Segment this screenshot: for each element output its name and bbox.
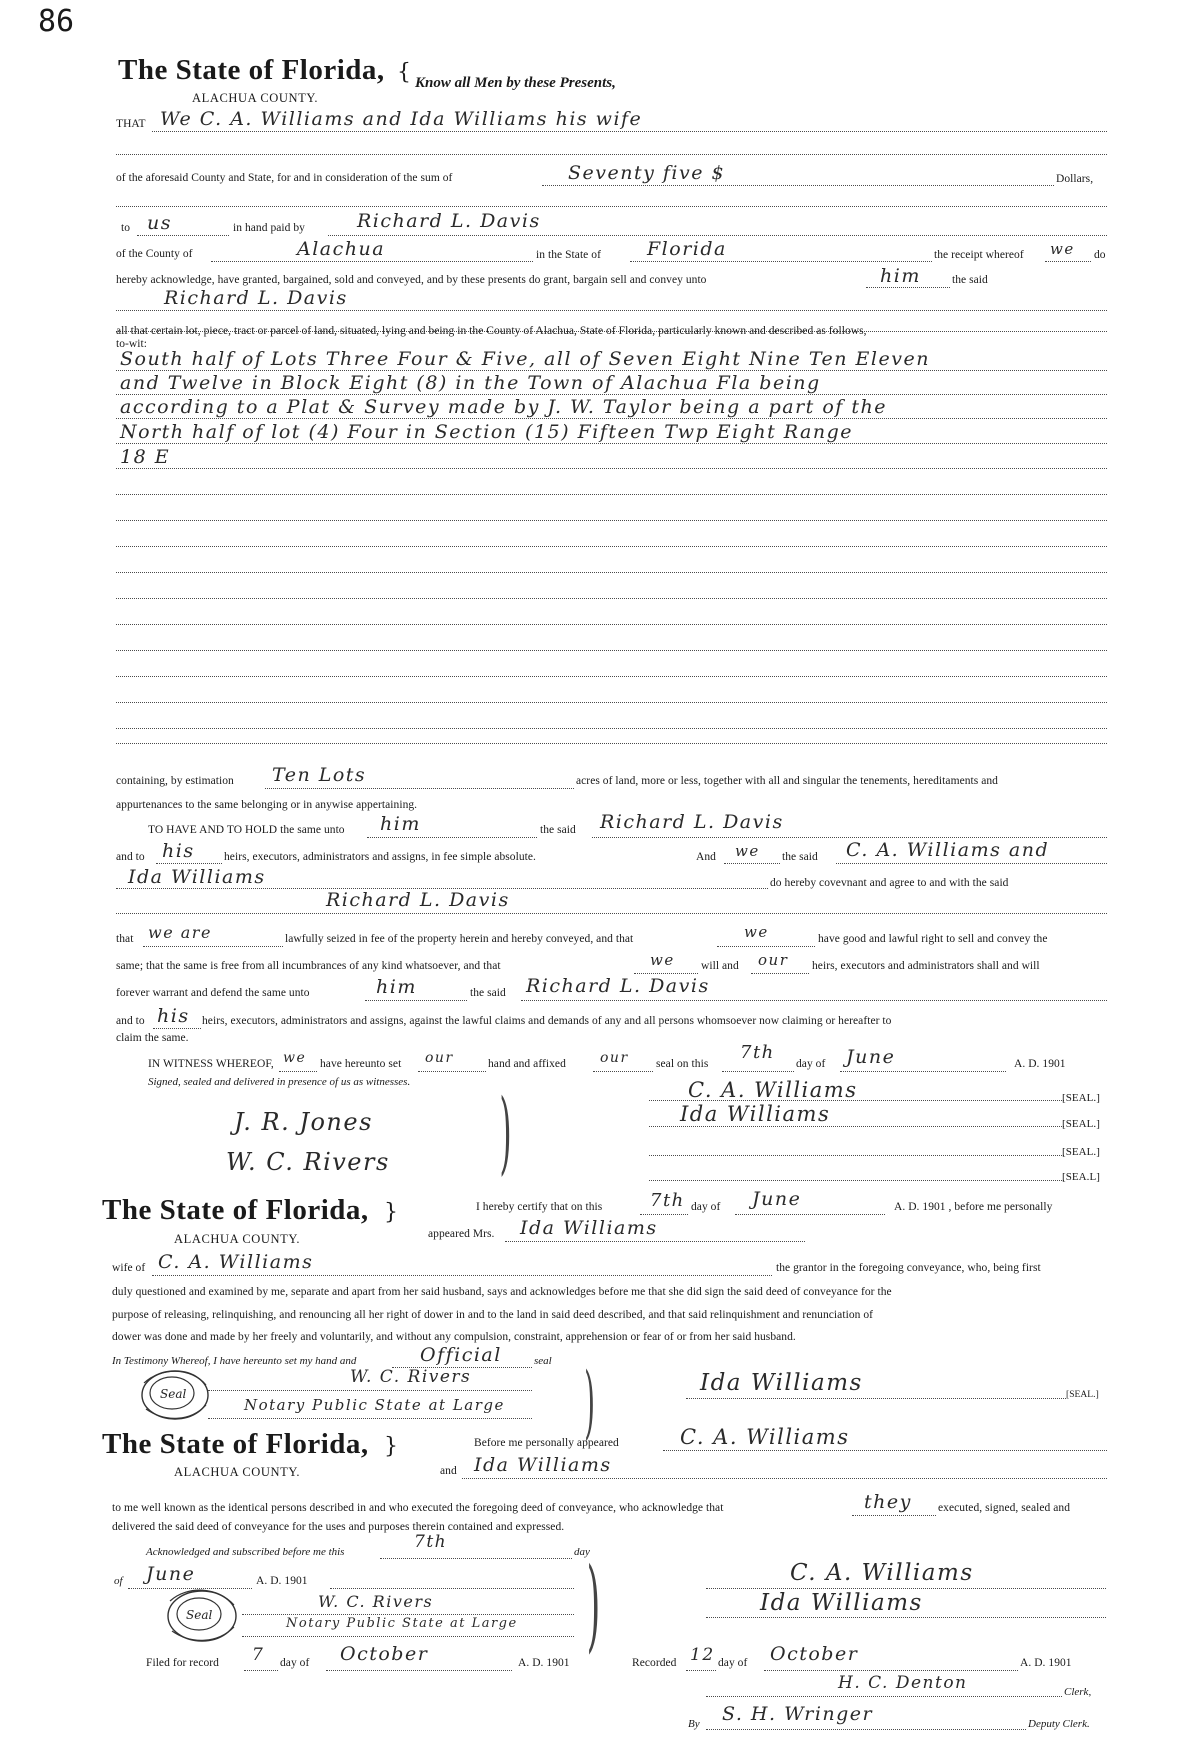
seal-label-2: [SEAL.] bbox=[1062, 1118, 1100, 1130]
notary-seal-flourish-2 bbox=[162, 1585, 242, 1647]
that-label: THAT bbox=[116, 118, 146, 130]
wife-ack-state-heading: The State of Florida, bbox=[102, 1194, 369, 1226]
acres-line: acres of land, more or less, together with all and singular the tenements, hereditaments and bbox=[576, 775, 998, 787]
to-wit-label: to-wit: bbox=[116, 338, 148, 350]
joint-signature-2: Ida Williams bbox=[760, 1590, 923, 1616]
consideration-sum: Seventy five $ bbox=[568, 162, 726, 184]
certify-line: I hereby certify that on this bbox=[476, 1201, 603, 1213]
covenant-line: do hereby covevnant and agree to and with the said bbox=[770, 877, 1009, 889]
receipt-label: the receipt whereof bbox=[934, 249, 1024, 261]
day-of-label: day of bbox=[796, 1058, 826, 1070]
acknowledged-line: Acknowledged and subscribed before me this bbox=[146, 1546, 345, 1558]
forever-party: him bbox=[376, 976, 417, 998]
do-label: do bbox=[1094, 249, 1106, 261]
grantor-signature-2: Ida Williams bbox=[680, 1102, 831, 1126]
brace: ) bbox=[586, 1546, 601, 1663]
they-word: they bbox=[864, 1491, 912, 1513]
filed-ad: A. D. 1901 bbox=[518, 1657, 570, 1669]
wife-ack-day: 7th bbox=[650, 1190, 685, 1211]
deed-county: ALACHUA COUNTY. bbox=[192, 91, 319, 105]
covenant-grantee: Richard L. Davis bbox=[326, 889, 510, 911]
wife-ack-text-2: purpose of releasing, relinquishing, and renouncing all her right of dower in and to the land in said deed described, and that said relinquishment and renunciation of bbox=[112, 1309, 874, 1321]
deputy-clerk-label: Deputy Clerk. bbox=[1028, 1718, 1090, 1730]
seal-label-4: [SEA.L] bbox=[1062, 1171, 1100, 1183]
grantee-state: Florida bbox=[647, 238, 727, 260]
unto-party: him bbox=[880, 265, 921, 287]
deed-state-heading: The State of Florida, bbox=[118, 54, 385, 86]
good-right-line: have good and lawful right to sell and convey the bbox=[818, 933, 1048, 945]
wife-ack-county: ALACHUA COUNTY. bbox=[174, 1232, 301, 1246]
of-word: of bbox=[114, 1575, 123, 1587]
wife-name: Ida Williams bbox=[520, 1217, 658, 1239]
county-of-label: of the County of bbox=[116, 248, 193, 260]
his-word-2: his bbox=[157, 1005, 190, 1027]
brace: } bbox=[384, 1434, 398, 1459]
recorded-ad: A. D. 1901 bbox=[1020, 1657, 1072, 1669]
we-word-2: we bbox=[744, 923, 769, 941]
wife-ack-day-of: day of bbox=[691, 1201, 721, 1213]
land-line: all that certain lot, piece, tract or parcel of land, situated, lying and being in the County of Alachua, State of Florida, particularly known and described as follows, bbox=[116, 325, 867, 337]
brace: { bbox=[397, 60, 411, 85]
acknowledge-line: hereby acknowledge, have granted, bargained, sold and conveyed, and by these presents do grant, bargain sell and convey unto bbox=[116, 274, 707, 286]
executed-line: executed, signed, sealed and bbox=[938, 1502, 1070, 1514]
recorded-month: October bbox=[770, 1643, 859, 1665]
notary-title: Notary Public State at Large bbox=[244, 1396, 505, 1414]
witness-2-signature: W. C. Rivers bbox=[226, 1148, 390, 1176]
appurtenances-line: appurtenances to the same belonging or in anywise appertaining. bbox=[116, 799, 418, 811]
joint-ack-day: 7th bbox=[414, 1532, 448, 1552]
receipt-party: we bbox=[1050, 240, 1075, 258]
known-line: to me well known as the identical persons described in and who executed the foregoing deed of conveyance, who acknowledge that bbox=[112, 1502, 724, 1514]
and-to-label: and to bbox=[116, 851, 145, 863]
person-2-name: Ida Williams bbox=[474, 1454, 612, 1476]
to-have-label: TO HAVE AND TO HOLD the same unto bbox=[148, 824, 345, 836]
person-1-name: C. A. Williams bbox=[680, 1425, 850, 1449]
recorded-day: 12 bbox=[690, 1645, 715, 1665]
description-line-4: North half of lot (4) Four in Section (15) Fifteen Twp Eight Range bbox=[120, 421, 853, 443]
heirs-line: heirs, executors, administrators and assigns, in fee simple absolute. bbox=[224, 851, 536, 863]
will-and-label: will and bbox=[701, 960, 739, 972]
description-line-3: according to a Plat & Survey made by J. W. Taylor being a part of the bbox=[120, 396, 887, 418]
the-said-label-4: the said bbox=[470, 987, 506, 999]
and-to-label-2: and to bbox=[116, 1015, 145, 1027]
witness-1-signature: J. R. Jones bbox=[234, 1108, 373, 1136]
dollars-label: Dollars, bbox=[1056, 173, 1094, 185]
signed-sealed-line: Signed, sealed and delivered in presence of us as witnesses. bbox=[148, 1076, 411, 1088]
seal-stamp-text: Seal bbox=[160, 1387, 187, 1401]
will-party: we bbox=[650, 951, 675, 969]
joint-ack-month: June bbox=[146, 1563, 196, 1585]
forever-grantee: Richard L. Davis bbox=[526, 975, 710, 997]
filed-label: Filed for record bbox=[146, 1657, 219, 1669]
filed-month: October bbox=[340, 1643, 429, 1665]
his-word: his bbox=[162, 840, 195, 862]
paid-by-label: in hand paid by bbox=[233, 222, 305, 234]
seal-party: our bbox=[600, 1050, 629, 1066]
witness-month: June bbox=[846, 1046, 896, 1068]
grantor-line: the grantor in the foregoing conveyance, who, being first bbox=[776, 1262, 1041, 1274]
appeared-label: appeared Mrs. bbox=[428, 1228, 495, 1240]
hand-affixed-label: hand and affixed bbox=[488, 1058, 566, 1070]
recorded-day-of: day of bbox=[718, 1657, 748, 1669]
recorded-label: Recorded bbox=[632, 1657, 677, 1669]
know-all-men: Know all Men by these Presents, bbox=[415, 75, 616, 91]
wife-seal-label: [SEAL.] bbox=[1066, 1390, 1099, 1400]
description-line-1: South half of Lots Three Four & Five, all of Seven Eight Nine Ten Eleven bbox=[120, 348, 930, 370]
page-number: 86 bbox=[38, 4, 75, 39]
seal-label-3: [SEAL.] bbox=[1062, 1146, 1100, 1158]
official-word: Official bbox=[420, 1344, 502, 1366]
clerk-signature: H. C. Denton bbox=[838, 1673, 968, 1693]
to-party: us bbox=[147, 212, 172, 234]
to-have-grantee: Richard L. Davis bbox=[600, 811, 784, 833]
joint-notary-signature: W. C. Rivers bbox=[318, 1592, 434, 1611]
wife-ack-month: June bbox=[752, 1188, 802, 1210]
and-word: And bbox=[696, 851, 716, 863]
joint-notary-title: Notary Public State at Large bbox=[286, 1616, 518, 1631]
consideration-line: of the aforesaid County and State, for and in consideration of the sum of bbox=[116, 172, 453, 184]
wife-of-label: wife of bbox=[112, 1262, 146, 1274]
seal-on-label: seal on this bbox=[656, 1058, 709, 1070]
seal-stamp-text-2: Seal bbox=[186, 1608, 213, 1622]
same-line: same; that the same is free from all incumbrances of any kind whatsoever, and that bbox=[116, 960, 501, 972]
seal-label-1: [SEAL.] bbox=[1062, 1092, 1100, 1104]
containing-amount: Ten Lots bbox=[272, 764, 367, 786]
wife-signature: Ida Williams bbox=[700, 1370, 863, 1396]
joint-ack-state-heading: The State of Florida, bbox=[102, 1428, 369, 1460]
hereunto-label: have hereunto set bbox=[320, 1058, 402, 1070]
grantee-county: Alachua bbox=[297, 238, 386, 260]
clerk-label: Clerk, bbox=[1064, 1686, 1092, 1698]
joint-signature-1: C. A. Williams bbox=[790, 1560, 974, 1586]
joint-ack-ad: A. D. 1901 bbox=[256, 1575, 308, 1587]
claims-line: heirs, executors, administrators and assigns, against the lawful claims and demands of any and all persons whomsoever now claiming or hereafter to bbox=[202, 1015, 892, 1027]
brace: ) bbox=[499, 1080, 512, 1185]
seized-line: lawfully seized in fee of the property herein and hereby conveyed, and that bbox=[285, 933, 634, 945]
we-word: we bbox=[735, 842, 760, 860]
filed-day-of: day of bbox=[280, 1657, 310, 1669]
wife-ack-text-1: duly questioned and examined by me, separate and apart from her said husband, says and acknowledges before me that she did sign the said deed of conveyance for the bbox=[112, 1286, 892, 1298]
that-word: that bbox=[116, 933, 134, 945]
witness-party: we bbox=[283, 1050, 307, 1066]
deputy-signature: S. H. Wringer bbox=[722, 1703, 874, 1725]
to-have-party: him bbox=[380, 813, 421, 835]
before-me-label: Before me personally appeared bbox=[474, 1437, 619, 1449]
wife-ack-ad: A. D. 1901 , before me personally bbox=[894, 1201, 1053, 1213]
filed-day: 7 bbox=[252, 1645, 265, 1665]
grantor-line-1: C. A. Williams and bbox=[846, 839, 1050, 861]
notary-signature: W. C. Rivers bbox=[350, 1367, 472, 1387]
day-word: day bbox=[574, 1546, 590, 1558]
testimony-line: In Testimony Whereof, I have hereunto set my hand and bbox=[112, 1355, 357, 1367]
grantee-name: Richard L. Davis bbox=[357, 210, 541, 232]
grantee-name-2: Richard L. Davis bbox=[164, 287, 348, 309]
the-said-label: the said bbox=[952, 274, 988, 286]
forever-line: forever warrant and defend the same unto bbox=[116, 987, 310, 999]
delivered-line: delivered the said deed of conveyance for the uses and purposes therein contained and expressed. bbox=[112, 1521, 565, 1533]
state-of-label: in the State of bbox=[536, 249, 601, 261]
by-label: By bbox=[688, 1718, 700, 1730]
witness-day: 7th bbox=[740, 1042, 775, 1063]
brace: ) bbox=[584, 1355, 596, 1448]
description-line-5: 18 E bbox=[120, 446, 171, 468]
description-line-2: and Twelve in Block Eight (8) in the Town of Alachua Fla being bbox=[120, 372, 821, 394]
wife-ack-text-3: dower was done and made by her freely and voluntarily, and without any compulsion, constraint, apprehension or fear of or from her said husband. bbox=[112, 1331, 796, 1343]
joint-ack-county: ALACHUA COUNTY. bbox=[174, 1465, 301, 1479]
to-label: to bbox=[121, 222, 131, 234]
witness-whereof: IN WITNESS WHEREOF, bbox=[148, 1058, 274, 1070]
grantor-line-2: Ida Williams bbox=[128, 866, 266, 888]
the-said-label-2: the said bbox=[540, 824, 576, 836]
husband-name: C. A. Williams bbox=[158, 1251, 314, 1273]
grantors: We C. A. Williams and Ida Williams his wife bbox=[160, 108, 643, 130]
claim-same: claim the same. bbox=[116, 1032, 189, 1044]
grantor-signature-1: C. A. Williams bbox=[688, 1078, 858, 1102]
witness-ad: A. D. 1901 bbox=[1014, 1058, 1066, 1070]
notary-seal-flourish bbox=[136, 1365, 214, 1425]
brace: } bbox=[384, 1200, 398, 1225]
containing-label: containing, by estimation bbox=[116, 775, 234, 787]
hand-party: our bbox=[425, 1050, 454, 1066]
and-label: and bbox=[440, 1465, 457, 1477]
we-are: we are bbox=[148, 923, 212, 942]
seal-word: seal bbox=[534, 1355, 552, 1367]
our-word: our bbox=[758, 951, 789, 969]
the-said-label-3: the said bbox=[782, 851, 818, 863]
heirs-exec-line: heirs, executors and administrators shall and will bbox=[812, 960, 1040, 972]
